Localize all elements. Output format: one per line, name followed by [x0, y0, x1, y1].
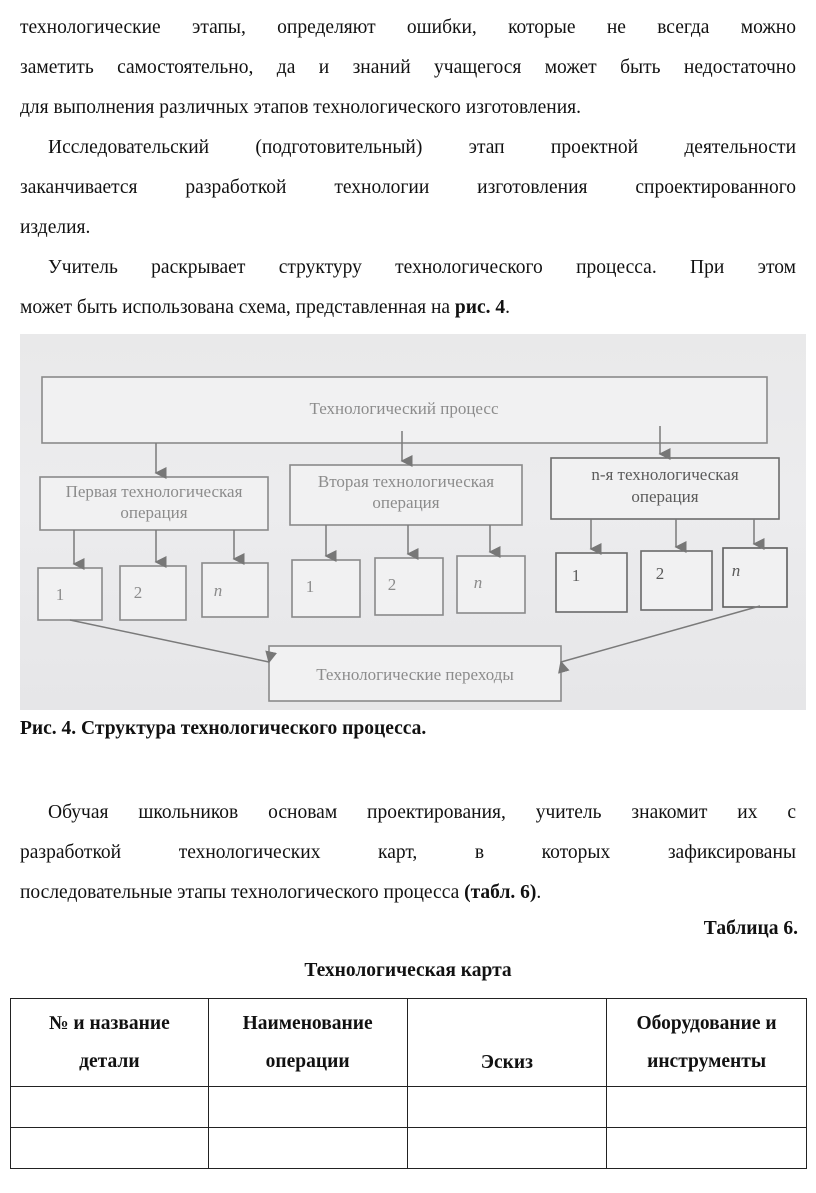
header-line: детали [79, 1050, 140, 1072]
step-box [38, 568, 102, 620]
step-label: 2 [133, 583, 143, 602]
table-cell [607, 1087, 807, 1128]
step-label: 2 [387, 575, 397, 594]
text-run: последовательные этапы технологического процесса [20, 882, 465, 903]
step-label: n [731, 561, 741, 580]
text-line: заканчивается разработкой технологии изготовления спроектированного [20, 177, 796, 198]
step-box [375, 558, 443, 615]
paragraph-4 [20, 793, 796, 913]
step-box [292, 560, 360, 617]
step-box [120, 566, 186, 620]
table-cell [11, 1087, 209, 1128]
step-box [641, 551, 712, 610]
text-line: Исследовательский (подготовительный) этап проектной деятельности [48, 137, 796, 158]
top-box-label: Технологический процесс [309, 399, 499, 418]
header-operation-name [208, 999, 407, 1087]
technological-card-table [10, 998, 807, 1169]
header-line: Эскиз [480, 1052, 533, 1073]
header-line: инструменты [647, 1050, 767, 1072]
operation-3-line1: n-я технологическая [591, 465, 739, 484]
header-line: Оборудование и [636, 1012, 777, 1034]
operation-2-line2: операция [372, 493, 440, 512]
figure-caption: Рис. 4. Структура технологического процесса. [20, 718, 427, 739]
table-cell [407, 1128, 607, 1169]
header-equipment [607, 999, 807, 1087]
step-label: n [213, 581, 223, 600]
step-label: 1 [305, 577, 315, 596]
process-diagram [20, 334, 806, 710]
text-line: изделия. [20, 217, 91, 238]
text-run: . [536, 882, 542, 903]
paragraph-3 [20, 248, 796, 328]
table-reference: (табл. 6) [464, 882, 537, 903]
text-line: технологические этапы, определяют ошибки, которые не всегда можно [20, 17, 796, 38]
table-cell [607, 1128, 807, 1169]
header-sketch [407, 999, 607, 1087]
table-title: Технологическая карта [304, 960, 512, 981]
header-line: № и название [48, 1012, 170, 1034]
step-box [556, 553, 627, 612]
process-diagram-figure [20, 334, 806, 710]
header-line: Наименование [242, 1012, 373, 1034]
text-line: Учитель раскрывает структуру технологического процесса. При этом [48, 257, 796, 278]
table-cell [208, 1087, 407, 1128]
text-line [20, 288, 796, 328]
text-line: для выполнения различных этапов технологического изготовления. [20, 97, 582, 118]
table-cell [11, 1128, 209, 1169]
step-label: 1 [55, 585, 65, 604]
text-line: заметить самостоятельно, да и знаний учащегося может быть недостаточно [20, 57, 796, 78]
table-row [11, 1087, 807, 1128]
header-part-name [11, 999, 209, 1087]
text-line: разработкой технологических карт, в которых зафиксированы [20, 842, 796, 863]
step-box [202, 563, 268, 617]
figure-reference: рис. 4 [454, 297, 506, 318]
operation-3-line2: операция [631, 487, 699, 506]
text-run: . [505, 297, 511, 318]
step-box [457, 556, 525, 613]
step-label: 1 [571, 566, 581, 585]
table-header-row [11, 999, 807, 1087]
text-run: может быть использована схема, представленная на [20, 297, 455, 318]
paragraph-1 [20, 8, 796, 128]
table-row [11, 1128, 807, 1169]
table-cell [407, 1087, 607, 1128]
table-cell [208, 1128, 407, 1169]
paragraph-2 [20, 128, 796, 248]
operation-2-line1: Вторая технологическая [317, 472, 495, 491]
step-label: n [473, 573, 483, 592]
step-label: 2 [655, 564, 665, 583]
header-line: операции [265, 1050, 350, 1072]
table-number: Таблица 6. [703, 918, 798, 939]
bottom-box-label: Технологические переходы [316, 665, 514, 684]
text-line: Обучая школьников основам проектирования, учитель знакомит их с [48, 802, 796, 823]
text-line [20, 873, 796, 913]
operation-1-line1: Первая технологическая [65, 482, 243, 501]
operation-1-line2: операция [120, 503, 188, 522]
